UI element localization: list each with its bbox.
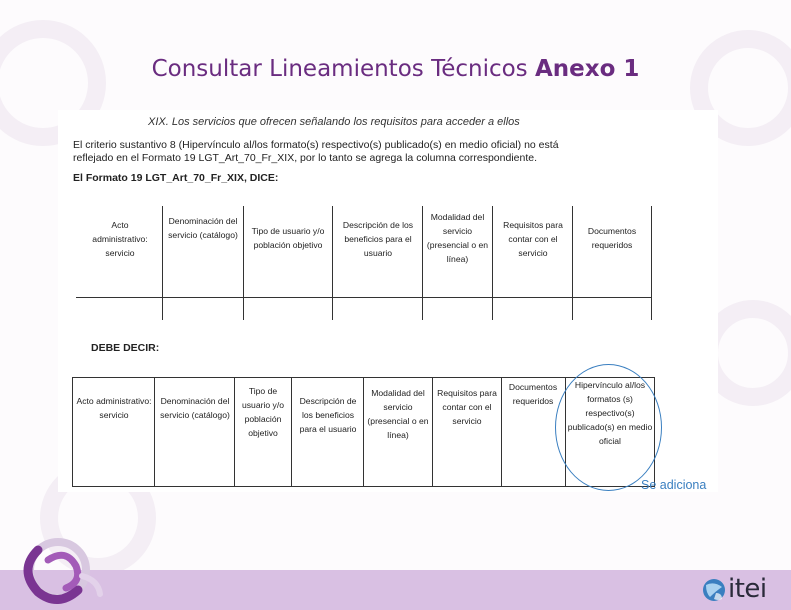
dice-header-5: Modalidad del servicio (presencial o en línea) bbox=[426, 212, 489, 264]
brand-wordmark: itei bbox=[728, 574, 767, 604]
debe-header-3: Tipo de usuario y/o población objetivo bbox=[241, 386, 285, 438]
title-regular: Consultar Lineamientos Técnicos bbox=[151, 56, 535, 82]
added-note: Se adiciona bbox=[641, 478, 707, 492]
dice-header-6: Requisitos para contar con el servicio bbox=[503, 220, 563, 258]
dice-header-3: Tipo de usuario y/o población objetivo bbox=[251, 226, 325, 250]
debe-header-8: Hipervínculo al/los formatos (s) respectivo(s) publicado(s) en medio oficial bbox=[567, 380, 653, 446]
dice-header-4: Descripción de los beneficios para el usuario bbox=[342, 220, 414, 258]
debe-header-2: Denominación del servicio (catálogo) bbox=[160, 396, 230, 420]
paragraph-line-1: El criterio sustantivo 8 (Hipervínculo al/los formato(s) respectivo(s) publicado(s) en medio oficial) no está bbox=[73, 139, 559, 151]
dice-header-1: Acto administrativo: servicio bbox=[92, 220, 148, 258]
cut-heading: XIX. Los servicios que ofrecen señalando los requisitos para acceder a ellos bbox=[148, 116, 520, 128]
globe-icon bbox=[702, 575, 726, 605]
title-bold: Anexo 1 bbox=[534, 56, 640, 82]
paragraph-line-2: reflejado en el Formato 19 LGT_Art_70_Fr_XIX, por lo tanto se agrega la columna correspondiente. bbox=[73, 152, 538, 164]
debe-header-6: Requisitos para contar con el servicio bbox=[437, 388, 497, 426]
debe-header-4: Descripción de los beneficios para el usuario bbox=[299, 396, 357, 434]
debe-header-7: Documentos requeridos bbox=[508, 382, 558, 406]
should-say-label: DEBE DECIR: bbox=[91, 342, 160, 354]
dice-header-7: Documentos requeridos bbox=[587, 226, 637, 250]
highlight-circle bbox=[555, 364, 662, 491]
debe-header-5: Modalidad del servicio (presencial o en línea) bbox=[367, 388, 429, 440]
slide-title bbox=[0, 56, 791, 82]
institution-logo-icon bbox=[8, 530, 108, 610]
says-label: El Formato 19 LGT_Art_70_Fr_XIX, DICE: bbox=[73, 172, 279, 184]
footer-band bbox=[0, 570, 791, 610]
document-image bbox=[58, 110, 718, 492]
itei-logo bbox=[702, 573, 782, 605]
dice-header-2: Denominación del servicio (catálogo) bbox=[168, 216, 238, 240]
debe-header-1: Acto administrativo: servicio bbox=[76, 396, 152, 420]
